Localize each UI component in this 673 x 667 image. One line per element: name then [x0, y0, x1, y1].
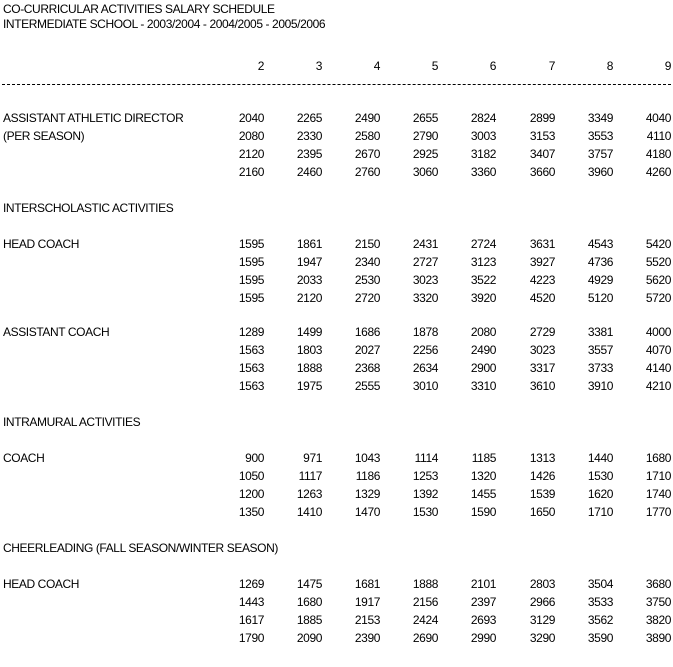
- salary-row: [0, 325, 673, 339]
- salary-cell: 1595: [238, 291, 264, 305]
- salary-cell: 2080: [238, 129, 264, 143]
- salary-cell: 2040: [238, 111, 264, 125]
- step-header-5: 5: [431, 59, 438, 73]
- salary-cell: 1595: [238, 237, 264, 251]
- salary-cell: 4110: [646, 129, 671, 143]
- salary-cell: 4070: [645, 343, 671, 357]
- salary-cell: 2729: [529, 325, 555, 339]
- salary-cell: 3320: [412, 291, 438, 305]
- salary-cell: 2634: [412, 361, 438, 375]
- salary-cell: 3660: [529, 165, 555, 179]
- salary-cell: 1200: [238, 487, 264, 501]
- header-divider: [2, 84, 671, 85]
- salary-cell: 2925: [412, 147, 438, 161]
- step-header-8: 8: [606, 59, 613, 73]
- salary-cell: 4040: [645, 111, 671, 125]
- salary-cell: 1620: [587, 487, 613, 501]
- salary-row: [0, 451, 673, 465]
- salary-cell: 1917: [354, 595, 380, 609]
- salary-cell: 1861: [296, 237, 322, 251]
- salary-cell: 3562: [587, 613, 613, 627]
- position-label: ASSISTANT COACH: [3, 325, 110, 339]
- salary-cell: 1710: [645, 469, 671, 483]
- salary-cell: 3733: [587, 361, 613, 375]
- step-header-6: 6: [489, 59, 496, 73]
- salary-cell: 2724: [470, 237, 496, 251]
- salary-cell: 1350: [238, 505, 264, 519]
- salary-cell: 3522: [470, 273, 496, 287]
- salary-cell: 2424: [412, 613, 438, 627]
- salary-cell: 2727: [412, 255, 438, 269]
- salary-cell: 2368: [354, 361, 380, 375]
- salary-cell: 1043: [354, 451, 380, 465]
- salary-row: [0, 343, 673, 357]
- salary-cell: 1475: [296, 577, 322, 591]
- salary-cell: 4140: [645, 361, 671, 375]
- salary-cell: 1313: [529, 451, 555, 465]
- salary-row: [0, 631, 673, 645]
- salary-cell: 1878: [412, 325, 438, 339]
- salary-cell: 4929: [587, 273, 613, 287]
- salary-cell: 5620: [645, 273, 671, 287]
- salary-cell: 2693: [470, 613, 496, 627]
- salary-cell: 3757: [587, 147, 613, 161]
- salary-row: [0, 577, 673, 591]
- salary-cell: 4223: [529, 273, 555, 287]
- salary-cell: 4736: [587, 255, 613, 269]
- salary-cell: 1888: [412, 577, 438, 591]
- salary-row: [0, 147, 673, 161]
- salary-cell: 3290: [529, 631, 555, 645]
- salary-cell: 3349: [587, 111, 613, 125]
- salary-cell: 5120: [587, 291, 613, 305]
- salary-row: [0, 595, 673, 609]
- salary-cell: 1426: [529, 469, 555, 483]
- section-header: INTRAMURAL ACTIVITIES: [3, 415, 141, 429]
- section-header: CHEERLEADING (FALL SEASON/WINTER SEASON): [3, 541, 278, 555]
- salary-cell: 2555: [354, 379, 380, 393]
- salary-row: [0, 255, 673, 269]
- salary-cell: 1289: [238, 325, 264, 339]
- position-label: HEAD COACH: [3, 577, 80, 591]
- salary-row: [0, 273, 673, 287]
- salary-cell: 3927: [529, 255, 555, 269]
- salary-cell: 2720: [354, 291, 380, 305]
- salary-cell: 2670: [354, 147, 380, 161]
- salary-cell: 2390: [354, 631, 380, 645]
- salary-row: [0, 111, 673, 125]
- salary-cell: 3407: [529, 147, 555, 161]
- salary-cell: 2490: [470, 343, 496, 357]
- salary-cell: 3750: [645, 595, 671, 609]
- section-header: INTERSCHOLASTIC ACTIVITIES: [3, 201, 174, 215]
- salary-cell: 1680: [296, 595, 322, 609]
- position-label: COACH: [3, 451, 45, 465]
- salary-cell: 3553: [587, 129, 613, 143]
- salary-cell: 4260: [645, 165, 671, 179]
- salary-row: [0, 237, 673, 251]
- salary-cell: 1114: [414, 451, 438, 465]
- salary-cell: 2080: [470, 325, 496, 339]
- salary-cell: 2530: [354, 273, 380, 287]
- salary-cell: 2790: [412, 129, 438, 143]
- salary-cell: 3557: [587, 343, 613, 357]
- salary-cell: 1185: [471, 451, 496, 465]
- salary-cell: 3310: [470, 379, 496, 393]
- salary-cell: 1885: [296, 613, 322, 627]
- salary-cell: 2160: [238, 165, 264, 179]
- salary-cell: 5520: [645, 255, 671, 269]
- salary-cell: 4000: [645, 325, 671, 339]
- salary-cell: 3910: [587, 379, 613, 393]
- salary-row: [0, 613, 673, 627]
- salary-cell: 4543: [587, 237, 613, 251]
- salary-cell: 1710: [587, 505, 613, 519]
- salary-cell: 1269: [238, 577, 264, 591]
- salary-cell: 2027: [354, 343, 380, 357]
- salary-cell: 1499: [296, 325, 322, 339]
- salary-cell: 2153: [354, 613, 380, 627]
- salary-cell: 2395: [296, 147, 322, 161]
- salary-cell: 2120: [296, 291, 322, 305]
- salary-cell: 2690: [412, 631, 438, 645]
- salary-cell: 1803: [296, 343, 322, 357]
- salary-row: [0, 379, 673, 393]
- salary-row: [0, 129, 673, 143]
- salary-cell: 1595: [238, 255, 264, 269]
- salary-cell: 2330: [296, 129, 322, 143]
- salary-cell: 3890: [645, 631, 671, 645]
- salary-cell: 3920: [470, 291, 496, 305]
- salary-cell: 1947: [296, 255, 322, 269]
- salary-cell: 1590: [470, 505, 496, 519]
- salary-cell: 2397: [470, 595, 496, 609]
- salary-cell: 3153: [529, 129, 555, 143]
- salary-cell: 1617: [238, 613, 264, 627]
- salary-cell: 1650: [529, 505, 555, 519]
- salary-cell: 3381: [587, 325, 613, 339]
- title-line-main: CO-CURRICULAR ACTIVITIES SALARY SCHEDULE: [3, 2, 275, 16]
- salary-cell: 1320: [470, 469, 496, 483]
- salary-cell: 2256: [412, 343, 438, 357]
- salary-cell: 3023: [529, 343, 555, 357]
- salary-cell: 971: [303, 451, 322, 465]
- salary-cell: 3129: [529, 613, 555, 627]
- salary-cell: 1443: [238, 595, 264, 609]
- salary-cell: 1595: [238, 273, 264, 287]
- position-label: HEAD COACH: [3, 237, 80, 251]
- salary-cell: 1186: [355, 469, 380, 483]
- salary-cell: 1440: [587, 451, 613, 465]
- position-label: (PER SEASON): [3, 129, 85, 143]
- salary-cell: 1410: [296, 505, 322, 519]
- salary-cell: 2760: [354, 165, 380, 179]
- salary-cell: 1050: [238, 469, 264, 483]
- salary-cell: 2655: [412, 111, 438, 125]
- salary-cell: 2899: [529, 111, 555, 125]
- salary-row: [0, 165, 673, 179]
- salary-cell: 2265: [296, 111, 322, 125]
- salary-cell: 2900: [470, 361, 496, 375]
- salary-cell: 2156: [412, 595, 438, 609]
- salary-cell: 1470: [354, 505, 380, 519]
- salary-cell: 3610: [529, 379, 555, 393]
- salary-cell: 1455: [470, 487, 496, 501]
- salary-cell: 1263: [296, 487, 322, 501]
- step-header-4: 4: [373, 59, 380, 73]
- position-label: ASSISTANT ATHLETIC DIRECTOR: [3, 111, 184, 125]
- salary-cell: 1329: [354, 487, 380, 501]
- salary-cell: 3003: [470, 129, 496, 143]
- salary-cell: 3360: [470, 165, 496, 179]
- salary-cell: 3504: [587, 577, 613, 591]
- salary-cell: 3680: [645, 577, 671, 591]
- salary-cell: 1790: [238, 631, 264, 645]
- salary-cell: 900: [245, 451, 264, 465]
- salary-row: [0, 291, 673, 305]
- salary-row: [0, 505, 673, 519]
- salary-cell: 1740: [645, 487, 671, 501]
- step-header-3: 3: [315, 59, 322, 73]
- salary-cell: 1392: [412, 487, 438, 501]
- salary-cell: 2580: [354, 129, 380, 143]
- step-header-7: 7: [548, 59, 555, 73]
- salary-cell: 1530: [587, 469, 613, 483]
- salary-cell: 2966: [529, 595, 555, 609]
- salary-cell: 4210: [645, 379, 671, 393]
- salary-cell: 2460: [296, 165, 322, 179]
- salary-cell: 4180: [645, 147, 671, 161]
- salary-cell: 3820: [645, 613, 671, 627]
- salary-cell: 2490: [354, 111, 380, 125]
- salary-cell: 1975: [296, 379, 322, 393]
- salary-cell: 3023: [412, 273, 438, 287]
- salary-cell: 3123: [470, 255, 496, 269]
- salary-cell: 1253: [412, 469, 438, 483]
- salary-cell: 2090: [296, 631, 322, 645]
- salary-cell: 3631: [529, 237, 555, 251]
- salary-cell: 4520: [529, 291, 555, 305]
- salary-row: [0, 469, 673, 483]
- salary-row: [0, 361, 673, 375]
- salary-cell: 3960: [587, 165, 613, 179]
- salary-row: [0, 487, 673, 501]
- salary-cell: 5420: [645, 237, 671, 251]
- salary-cell: 1686: [354, 325, 380, 339]
- salary-cell: 1680: [645, 451, 671, 465]
- salary-cell: 5720: [645, 291, 671, 305]
- salary-cell: 3317: [529, 361, 555, 375]
- salary-cell: 2990: [470, 631, 496, 645]
- salary-cell: 2120: [238, 147, 264, 161]
- salary-cell: 1539: [529, 487, 555, 501]
- salary-cell: 1681: [354, 577, 380, 591]
- salary-cell: 2431: [412, 237, 438, 251]
- salary-cell: 3010: [412, 379, 438, 393]
- salary-cell: 2803: [529, 577, 555, 591]
- salary-cell: 3182: [470, 147, 496, 161]
- salary-cell: 3060: [412, 165, 438, 179]
- salary-cell: 1770: [645, 505, 671, 519]
- salary-cell: 1563: [238, 379, 264, 393]
- salary-cell: 2150: [354, 237, 380, 251]
- step-column-headers: [0, 59, 673, 73]
- title-line-sub: INTERMEDIATE SCHOOL - 2003/2004 - 2004/2005 - 2005/2006: [3, 17, 326, 31]
- salary-cell: 2033: [296, 273, 322, 287]
- salary-cell: 3590: [587, 631, 613, 645]
- step-header-2: 2: [257, 59, 264, 73]
- step-header-9: 9: [664, 59, 671, 73]
- salary-cell: 2101: [470, 577, 496, 591]
- salary-cell: 1563: [238, 343, 264, 357]
- salary-cell: 1563: [238, 361, 264, 375]
- salary-cell: 1117: [298, 469, 322, 483]
- salary-cell: 2340: [354, 255, 380, 269]
- salary-cell: 2824: [470, 111, 496, 125]
- salary-cell: 1888: [296, 361, 322, 375]
- salary-cell: 3533: [587, 595, 613, 609]
- salary-cell: 1530: [412, 505, 438, 519]
